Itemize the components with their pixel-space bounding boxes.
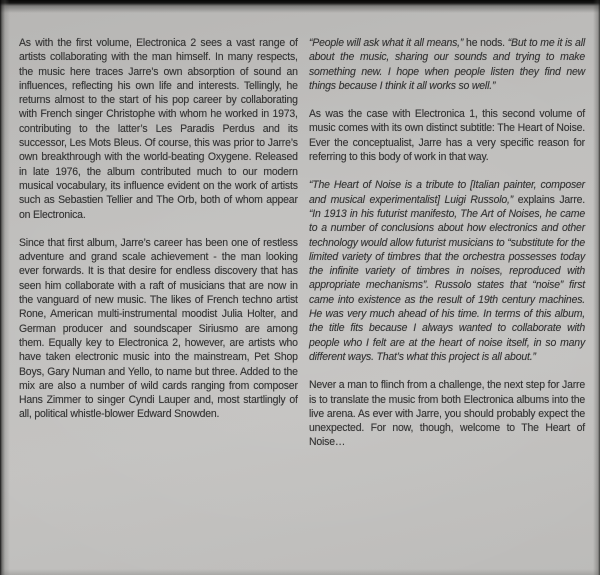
paragraph bbox=[19, 236, 298, 422]
body-text: Never a man to flinch from a challenge, the next step for Jarre is to translate the music from both Electronica albums into the live arena. As ever with Jarre, you should probably expect the unexpected. For now, though, welcome to The Heart of Noise… bbox=[309, 379, 585, 449]
scan-edge-top bbox=[0, 0, 600, 13]
body-text: he nods. bbox=[463, 37, 508, 49]
paragraph bbox=[309, 378, 585, 449]
paragraph bbox=[19, 36, 298, 222]
scan-edge-left bbox=[0, 0, 10, 575]
quote-text: “People will ask what it all means,” bbox=[309, 37, 464, 49]
left-column bbox=[19, 36, 298, 436]
paragraph bbox=[309, 107, 585, 164]
paragraph bbox=[309, 36, 585, 93]
body-text: explains Jarre. bbox=[513, 193, 585, 206]
scan-edge-bottom bbox=[0, 569, 600, 575]
quote-text: “The Heart of Noise is a tribute to [Italian painter, composer and musical experimentalist] Luigi Russolo,” bbox=[309, 179, 585, 206]
quote-text: “But to me it is all about the music, sharing our sounds and trying to make something new. I hope when people listen they find new things because I think it all works so well.” bbox=[309, 37, 585, 92]
scan-edge-right bbox=[593, 0, 600, 575]
body-text: Since that first album, Jarre’s career has been one of restless adventure and grand scale achievement - the man looking ever forwards. It is that desire for endless discovery that has seen him collaborate with a raft of musicians that are now in the vanguard of new music. The likes of French techno artist Rone, American multi-instrumental moodist Julia Holter, and German producer and soundscaper Siriusmo are among them. Equally key to Electronica 2, however, are artists who have taken electronic music into the mainstream, Pet Shop Boys, Gary Numan and Yello, to name but three. Added to the mix are also a number of wild cards ranging from composer Hans Zimmer to singer Cyndi Lauper and, most startlingly of all, political whistle-blower Edward Snowden. bbox=[19, 236, 298, 421]
body-text: As was the case with Electronica 1, this second volume of music comes with its own distinct subtitle: The Heart of Noise. Ever the conceptualist, Jarre has a very specific reason for referring to this body of work in that way. bbox=[309, 108, 585, 164]
right-column bbox=[309, 36, 585, 464]
body-text: As with the first volume, Electronica 2 sees a vast range of artists collaborating with the man himself. In many respects, the music here traces Jarre’s own absorption of sound an influences, reflecting his own life and interests. Tellingly, he returns almost to the start of his pop career by collaborating with French singer Christophe with whom he worked in 1973, contributing to the latter’s Les Paradis Perdus and its successor, Les Mots Bleus. Of course, this was prior to Jarre’s own breakthrough with the world-beating Oxygene. Released in late 1976, the album contributed much to our modern musical vocabulary, its influence evident on the work of artists such as Sebastien Tellier and The Orb, both of whom appear on Electronica. bbox=[19, 37, 298, 221]
paragraph bbox=[309, 178, 585, 364]
quote-text: “In 1913 in his futurist manifesto, The Art of Noises, he came to a number of conclusions about how electronics and other technology would allow futurist musicians to “substitute for the limited variety of timbres that the orchestra possesses today the infinite variety of timbres in noises, reproduced with appropriate mechanisms”. Russolo states that “noise” first came into existence as the result of 19th century machines. He was very much ahead of his time. In terms of this album, the title fits because I always wanted to collaborate with people who I felt are at the heart of noise itself, in so many different ways. That’s what this project is all about.” bbox=[309, 207, 585, 363]
